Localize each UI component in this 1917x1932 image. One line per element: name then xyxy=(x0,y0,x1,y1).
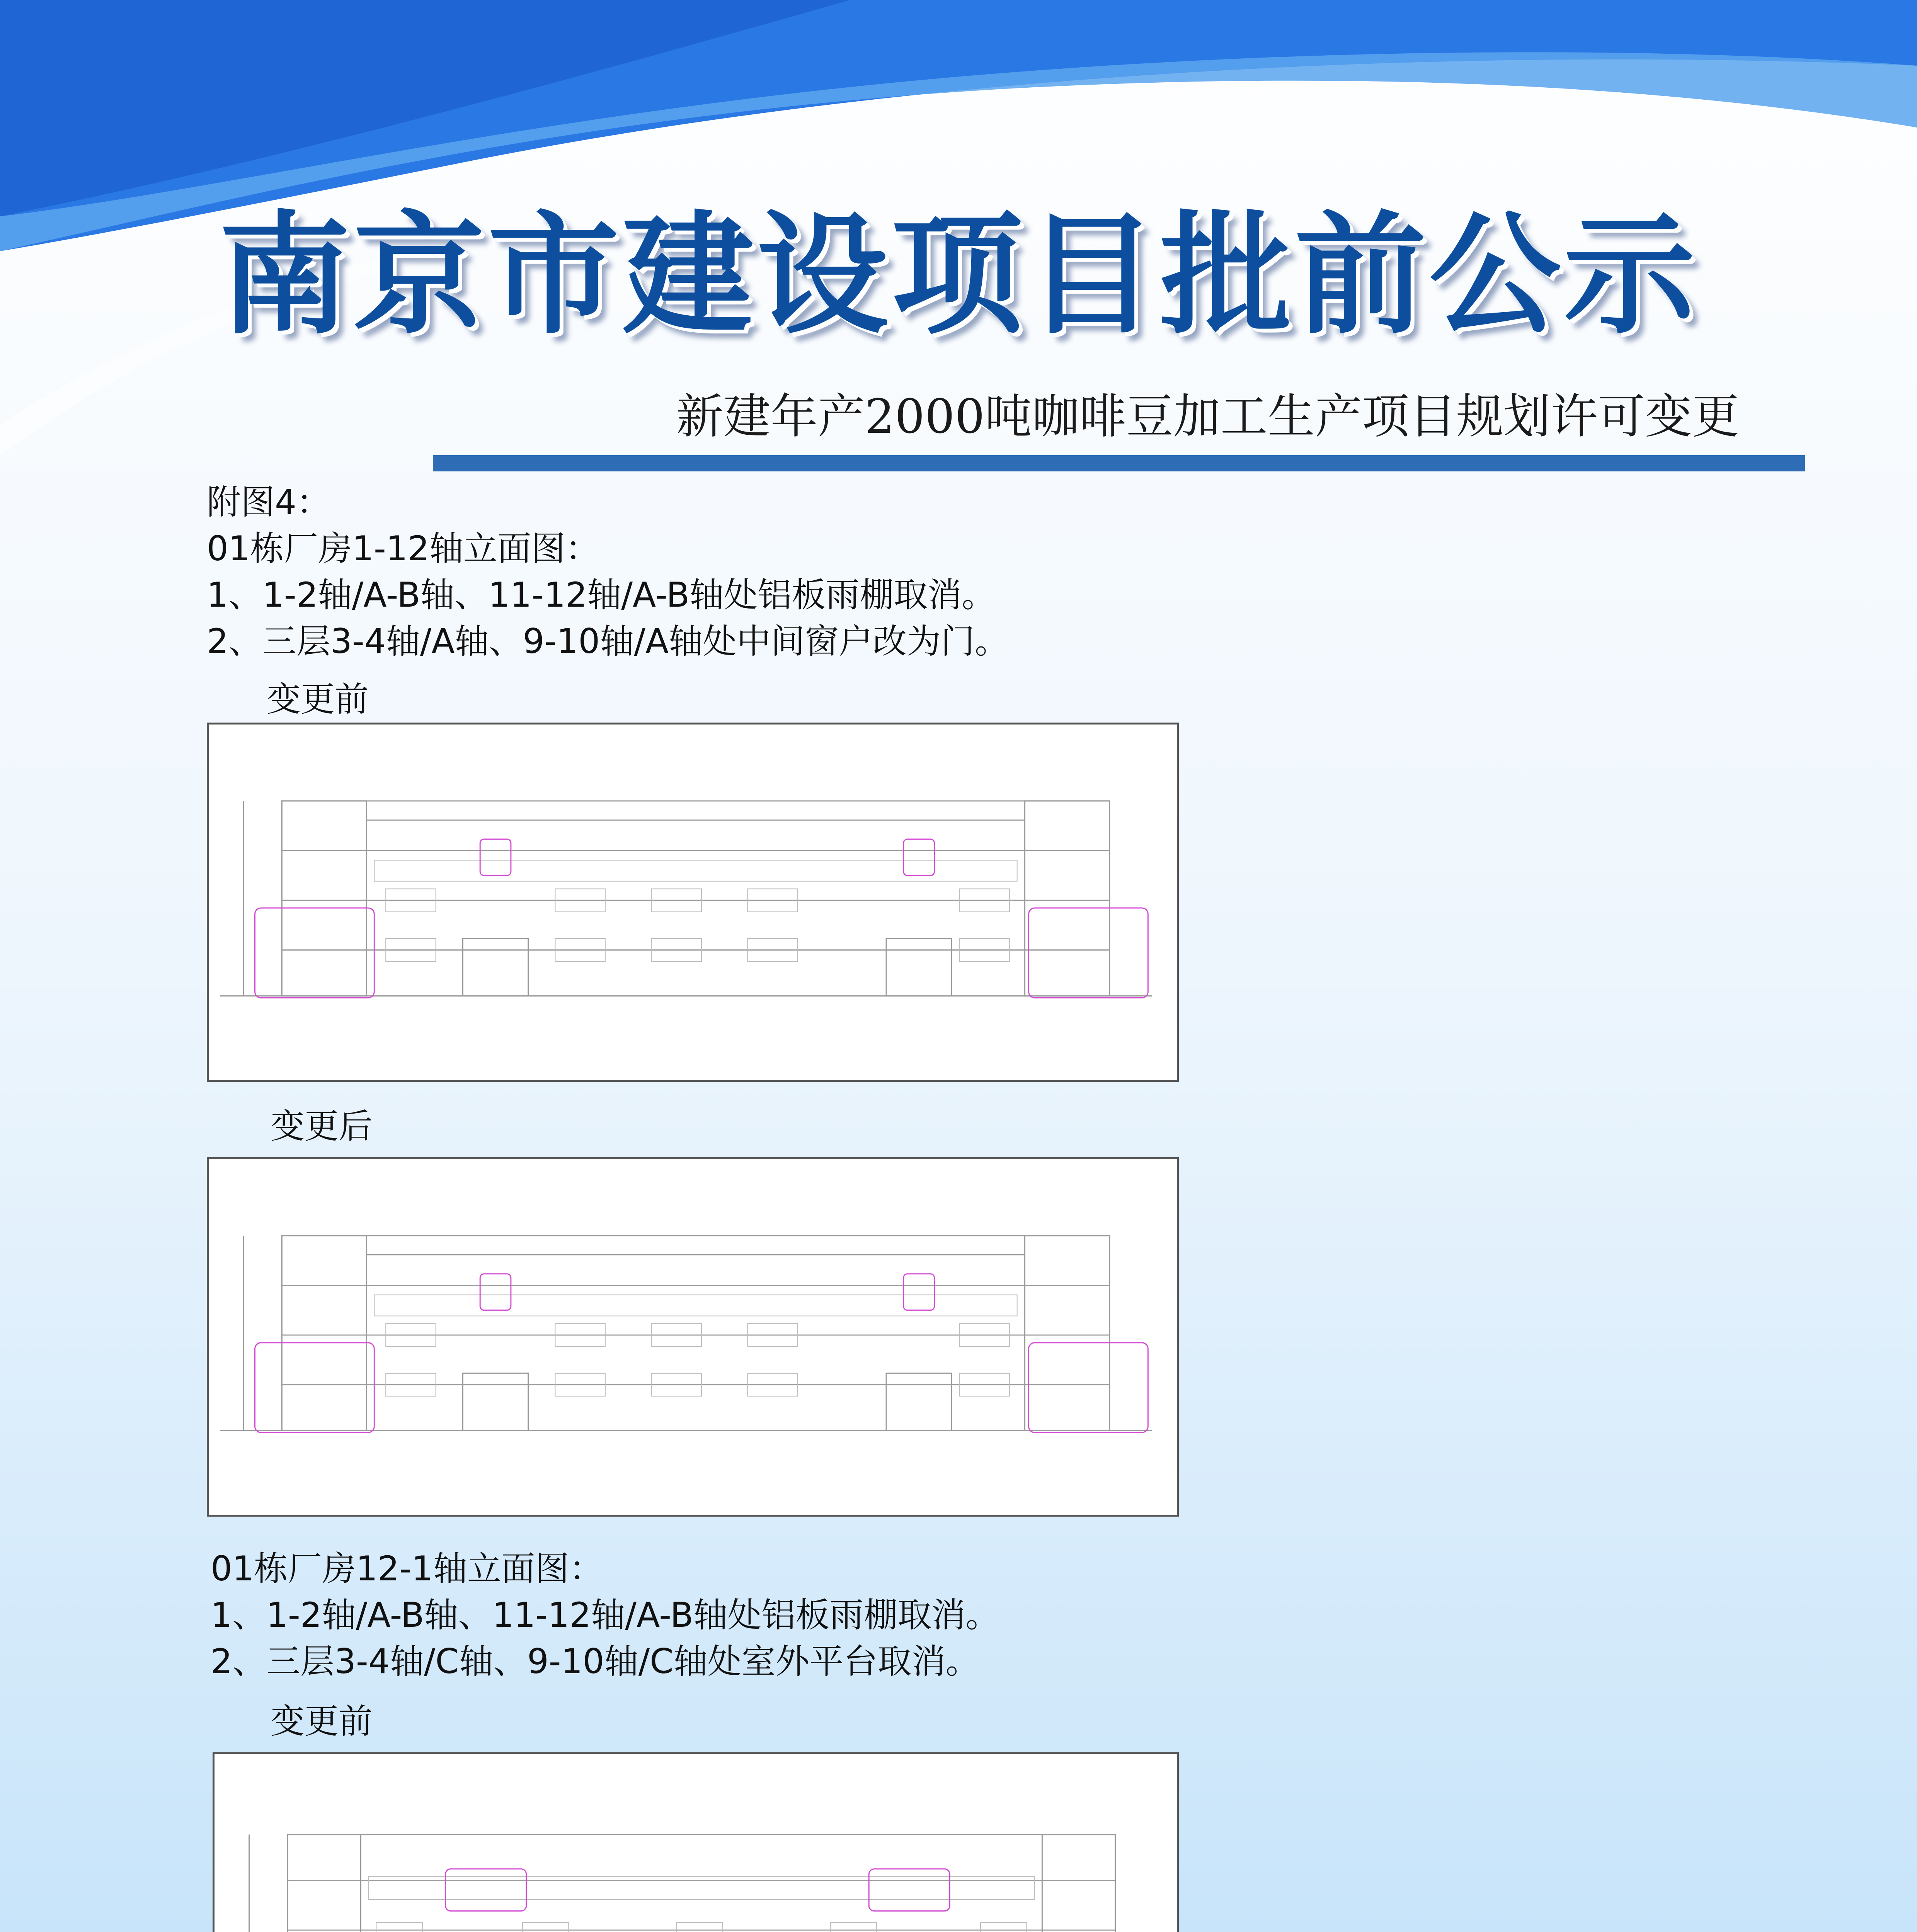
section1-item2: 2、三层3-4轴/A轴、9-10轴/A轴处中间窗户改为门。 xyxy=(207,621,1009,661)
section1-item1: 1、1-2轴/A-B轴、11-12轴/A-B轴处铝板雨棚取消。 xyxy=(207,575,996,615)
caption-before-1: 变更前 xyxy=(267,679,369,719)
elevation-drawing-1-after xyxy=(207,1157,1179,1517)
elevation-sketch xyxy=(209,1159,1177,1515)
notes-heading: 附图4： xyxy=(207,482,330,522)
elevation-drawing-2-before xyxy=(213,1752,1179,1932)
section1-title: 01栋厂房1-12轴立面图： xyxy=(207,529,599,568)
caption-before-2: 变更前 xyxy=(271,1701,373,1741)
section2-item2: 2、三层3-4轴/C轴、9-10轴/C轴处室外平台取消。 xyxy=(211,1641,980,1681)
page-title: 南京市建设项目批前公示 xyxy=(219,198,1698,352)
section2-item1: 1、1-2轴/A-B轴、11-12轴/A-B轴处铝板雨棚取消。 xyxy=(211,1595,1000,1635)
elevation-sketch xyxy=(215,1754,1177,1932)
section2-title: 01栋厂房12-1轴立面图： xyxy=(211,1549,603,1588)
elevation-drawing-1-before xyxy=(207,723,1179,1082)
elevation-sketch xyxy=(209,724,1177,1080)
project-subtitle: 新建年产2000吨咖啡豆加工生产项目规划许可变更 xyxy=(676,389,1739,444)
caption-after-1: 变更后 xyxy=(271,1106,373,1146)
subtitle-underline xyxy=(433,455,1805,471)
